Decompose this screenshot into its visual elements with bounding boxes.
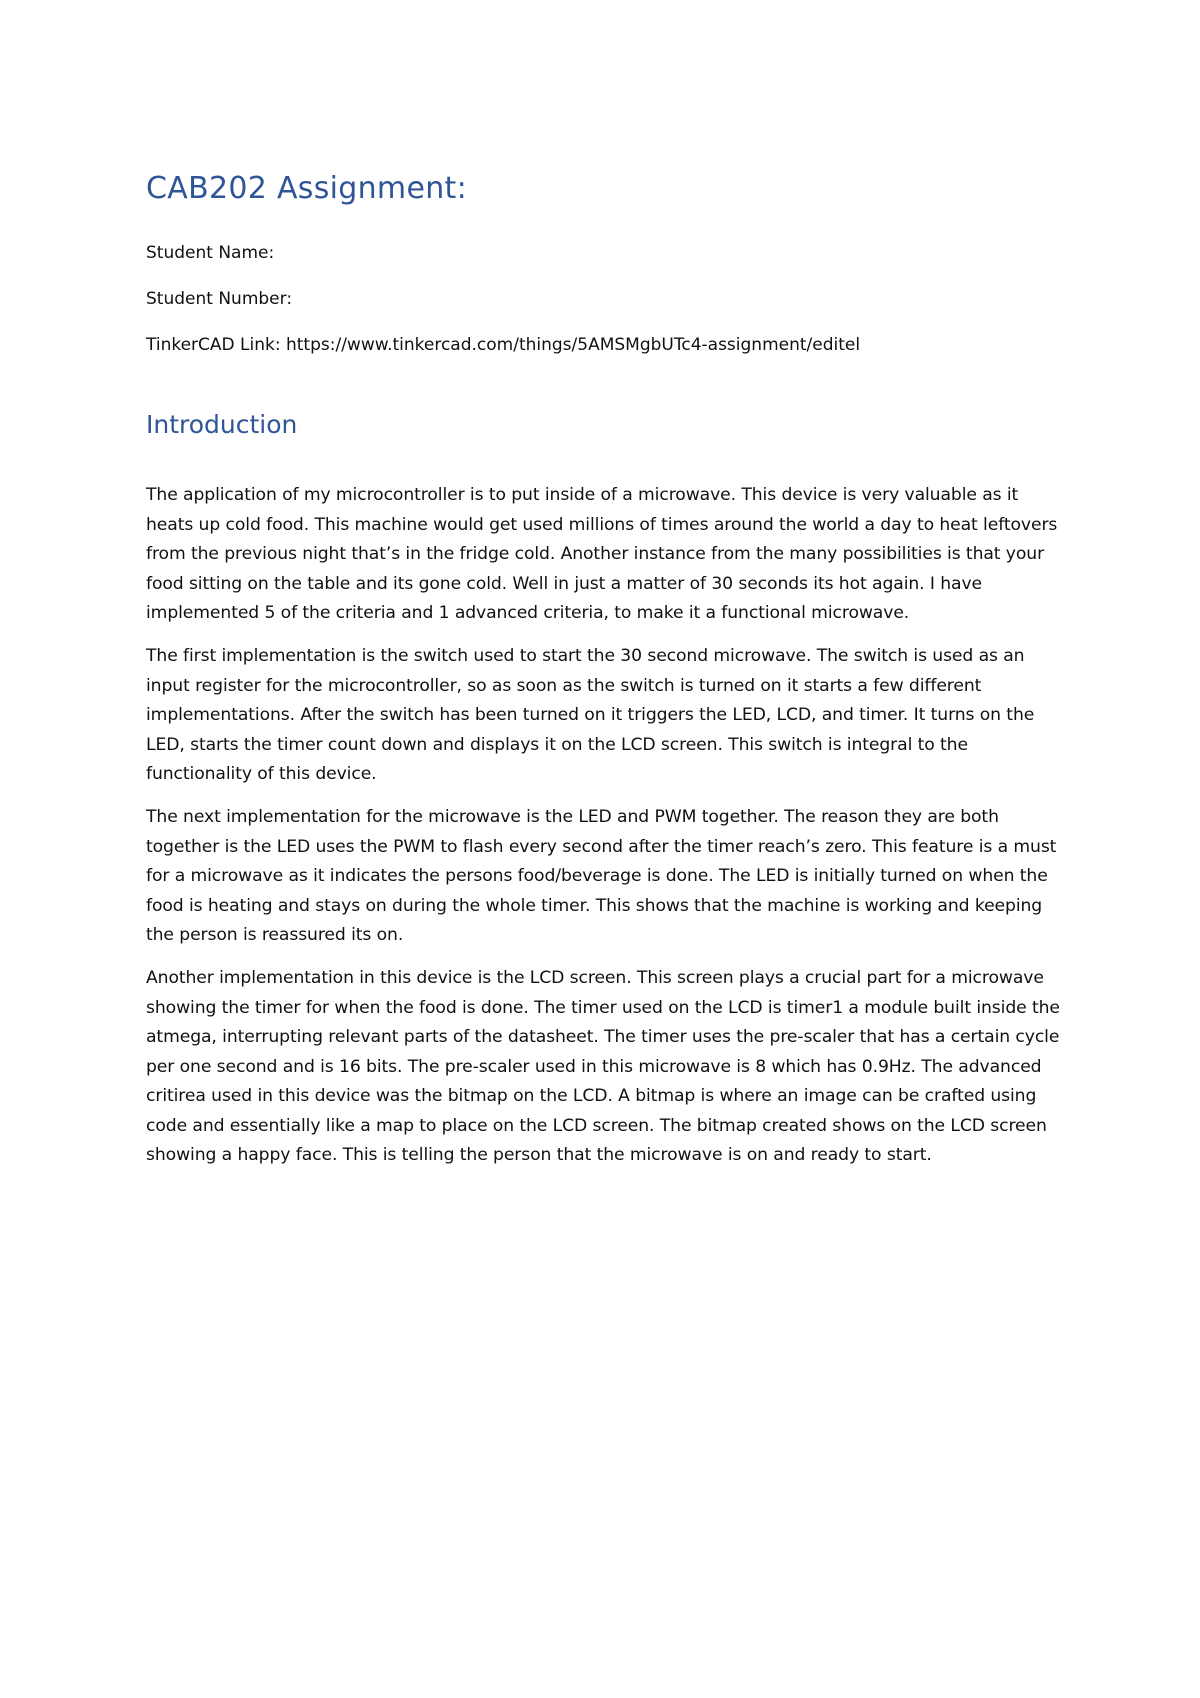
tinkercad-link-line: TinkerCAD Link: https://www.tinkercad.com/things/5AMSMgbUTc4-assignment/editel: [146, 335, 861, 355]
student-name-label: Student Name:: [146, 243, 275, 263]
section-heading-introduction: Introduction: [146, 410, 298, 439]
document-title: CAB202 Assignment:: [146, 171, 467, 206]
paragraph-switch: The first implementation is the switch used to start the 30 second microwave. The switch is used as an input register for the microcontroller, so as soon as the switch is turned on it starts a few different implementations. After the switch has been turned on it triggers the LED, LCD, and timer. It turns on the LED, starts the timer count down and displays it on the LCD screen. This switch is integral to the functionality of this device.: [146, 645, 1035, 785]
document-body: [146, 170, 1066, 1184]
paragraph-led-pwm: The next implementation for the microwave is the LED and PWM together. The reason they are both together is the LED uses the PWM to flash every second after the timer reach’s zero. This feature is a must for a microwave as it indicates the persons food/beverage is done. The LED is initially turned on when the food is heating and stays on during the whole timer. This shows that the machine is working and keeping the person is reassured its on.: [146, 806, 1057, 946]
paragraph-intro: The application of my microcontroller is to put inside of a microwave. This device is very valuable as it heats up cold food. This machine would get used millions of times around the world a day to heat leftovers from the previous night that’s in the fridge cold. Another instance from the many possibilities is that your food sitting on the table and its gone cold. Well in just a matter of 30 seconds its hot again. I have implemented 5 of the criteria and 1 advanced criteria, to make it a functional microwave.: [146, 485, 1058, 624]
paragraph-lcd: Another implementation in this device is the LCD screen. This screen plays a crucial part for a microwave showing the timer for when the food is done. The timer used on the LCD is timer1 a module built inside the atmega, interrupting relevant parts of the datasheet. The timer uses the pre-scaler that has a certain cycle per one second and is 16 bits. The pre-scaler used in this microwave is 8 which has 0.9Hz. The advanced critirea used in this device was the bitmap on the LCD. A bitmap is where an image can be crafted using code and essentially like a map to place on the LCD screen. The bitmap created shows on the LCD screen showing a happy face. This is telling the person that the microwave is on and ready to start.: [146, 967, 1060, 1166]
student-number-label: Student Number:: [146, 289, 293, 309]
